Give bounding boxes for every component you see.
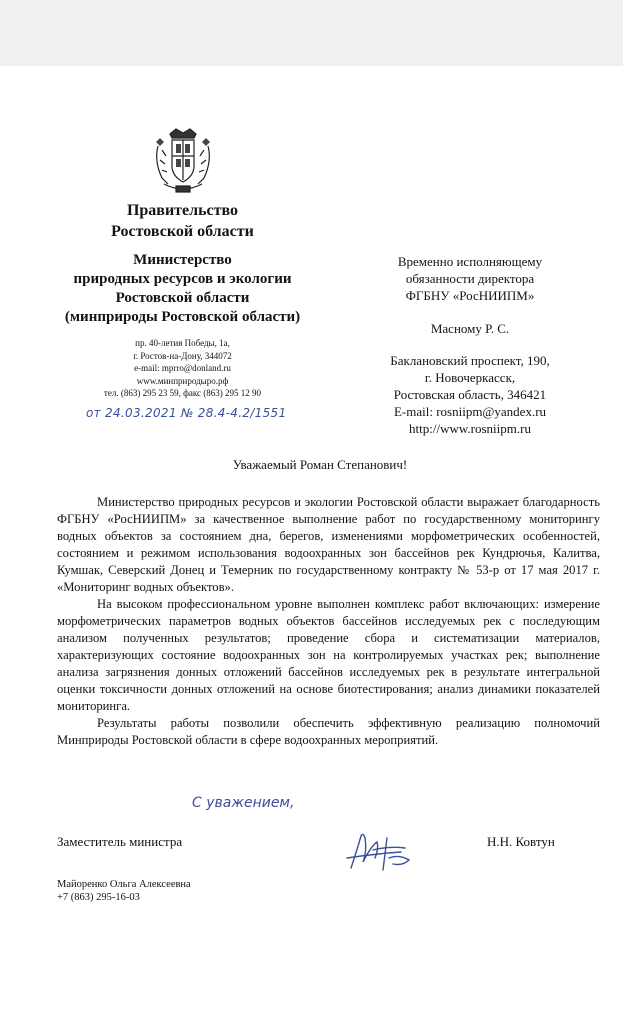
executor-info [57, 878, 191, 904]
executor-phone: +7 (863) 295-16-03 [57, 892, 140, 903]
ministry-title: Министерство природных ресурсов и экологии Ростовской области (минприроды Ростовской области) [64, 252, 301, 325]
recipient-position: Временно исполняющему обязанности директора ФГБНУ «РосНИИПМ» [397, 254, 543, 303]
paragraph: На высоком профессиональном уровне выполнен комплекс работ включающих: измерение морфометрических параметров водных объектов бассейнов исследуемых рек с последующим анализом полученных результатов; проведение сбора и систематизации материалов, характеризующих состояние водоохранных зон на контролируемых участках рек; выполнение анализа загрязнения донных отложений бассейнов исследуемых рек в результате интегральной оценки токсичности донных отложений на основе биотестирования; анализ динамики показателей мониторинга. [57, 597, 600, 713]
salutation: Уважаемый Роман Степанович! [232, 457, 408, 472]
recipient-address: Баклановский проспект, 190, г. Новочеркасск, Ростовская область, 346421 E-mail: rosniipm@yandex.ru http://www.rosniipm.ru [390, 353, 550, 436]
paragraph: Результаты работы позволили обеспечить эффективную реализацию полномочий Минприроды Ростовской области в сфере водоохранных мероприятий. [57, 716, 600, 747]
signatory-position: Заместитель министра [57, 834, 183, 849]
sender-contacts: пр. 40-летия Победы, 1а, г. Ростов-на-Дону, 344072 e-mail: mprro@donland.ru www.минприродыро.рф тел. (863) 295 23 59, факс (863) 295 12 90 [103, 338, 262, 398]
executor-name: Майоренко Ольга Алексеевна [57, 879, 191, 890]
letter-body [57, 494, 600, 749]
signatory-name: Н.Н. Ковтун [487, 834, 555, 849]
coat-of-arms-icon [152, 126, 214, 196]
closing-handwritten: С уважением, [192, 795, 295, 811]
registration-number: от 24.03.2021 № 28.4-4.2/1551 [86, 406, 287, 420]
signature-image [343, 828, 423, 874]
government-title: Правительство Ростовской области [111, 202, 254, 240]
paragraph: Министерство природных ресурсов и экологии Ростовской области выражает благодарность ФГБНУ «РосНИИПМ» за качественное выполнение работ по государственному мониторингу водных объектов за состоянием дна, берегов, изменениями морфометрических особенностей, состоянием и режимом использования водоохранных зон бассейнов рек Кундрючья, Калитва, Кумшак, Северский Донец и Темерник по государственному контракту № 53-р от 17 мая 2017 г. «Мониторинг водных объектов». [57, 495, 600, 594]
recipient-name: Масному Р. С. [430, 321, 510, 336]
